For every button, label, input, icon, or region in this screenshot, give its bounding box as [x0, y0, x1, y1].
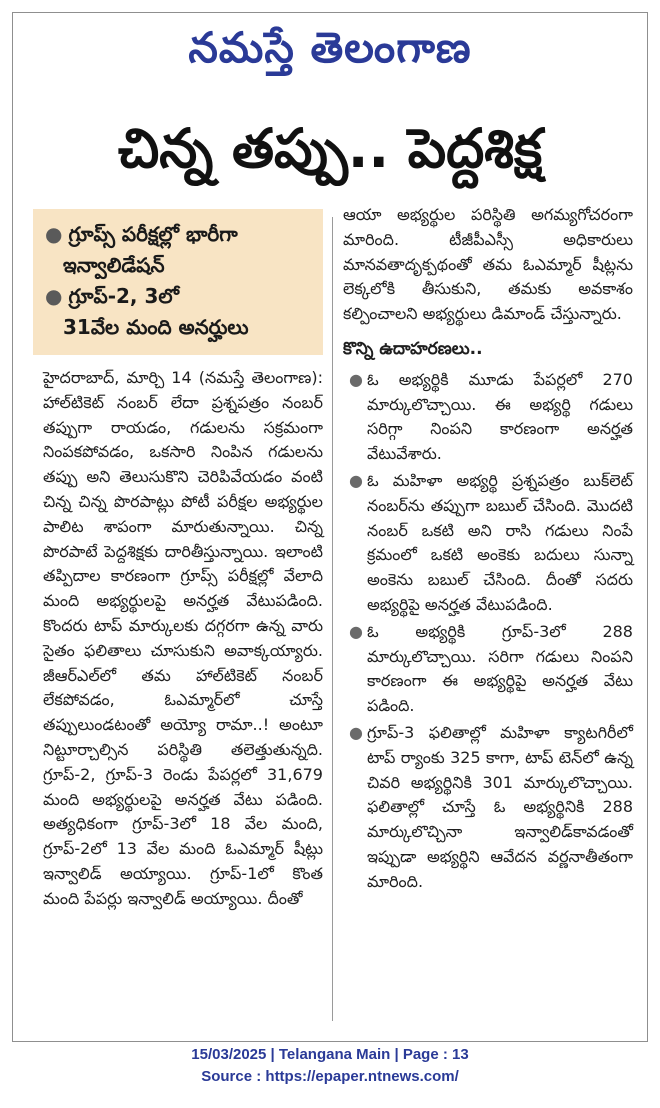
column-divider [332, 217, 333, 1021]
headline: చిన్న తప్పు.. పెద్దశిక్ష [117, 117, 543, 180]
summary-bullet-1 [45, 219, 311, 250]
example-text: ఓ అభ్యర్థికి గ్రూప్-3లో 288 మార్కులొచ్చాయి. సరిగా గడులు నింపని కారణంగా ఈ అభ్యర్థిపై అనర్హత వేటు పడింది. [367, 621, 633, 716]
bullet-icon: ● [349, 621, 363, 641]
example-item [343, 469, 633, 618]
summary-box [33, 209, 323, 355]
example-text: ఓ మహిళా అభ్యర్థి ప్రశ్నపత్రం బుక్‌లెట్ నంబర్‌ను తప్పుగా బబుల్ చేసింది. మొదటి నంబర్ ఒకటి అని రాసి గడులు నింపే క్రమంలో ఒకటి అంకెకు బదులు సున్నా అంకెను బబుల్ చేసింది. దీంతో సదరు అభ్యర్థిపై అనర్హత వేటుపడింది. [367, 470, 633, 614]
left-column [43, 366, 323, 912]
summary-bullet-2-cont: 31వేల మంది అనర్హులు [63, 315, 249, 339]
summary-bullet-1-cont: ఇన్వాలిడేషన్ [63, 253, 165, 277]
footer-source-line: Source : https://epaper.ntnews.com/ [201, 1068, 459, 1085]
bullet-icon: ● [349, 722, 363, 742]
article-body: హైదరాబాద్, మార్చి 14 (నమస్తే తెలంగాణ): హాల్‌టికెట్ నంబర్ లేదా ప్రశ్నపత్రం నంబర్ తప్పుగా రాయడం, గడులను సక్రమంగా నింపకపోవడం, ఒకసారి నింపిన గడులను తప్పు అని తెలుసుకొని చెరిపివేయడం వంటి చిన్న చిన్న పొరపాట్లు పోటీ పరీక్షల అభ్యర్థుల పాలిట శాపంగా మారుతున్నాయి. చిన్న పొరపాటే పెద్దశిక్షకు దారితీస్తున్నాయి. ఇలాంటి తప్పిదాల కారణంగా గ్రూప్స్ పరీక్షల్లో వేలాది మంది అభ్యర్థులపై అనర్హత వేటుపడింది. కొందరు టాప్ మార్కులకు దగ్గరగా ఉన్న వారు సైతం ఫలితాలు చూసుకుని అవాక్కయ్యారు. జీఆర్‌ఎల్‌లో తమ హాల్‌టికెట్ నంబర్ లేకపోవడం, ఓఎమ్మార్‌లో చూస్తే తప్పులుండటంతో అయ్యో రామా..! అంటూ నిట్టూర్చాల్సిన పరిస్థితి తలెత్తుతున్నది. గ్రూప్-2, గ్రూప్-3 రెండు పేపర్లలో 31,679 మంది అభ్యర్థులపై అనర్హత వేటు పడింది. అత్యధికంగా గ్రూప్-3లో 18 వేల మంది, గ్రూప్-2లో 13 వేల మంది ఓఎమ్మార్ షీట్లు ఇన్వాలిడ్ అయ్యాయి. గ్రూప్-1లో కొంత మంది పేపర్లు ఇన్వాలిడ్ అయ్యాయి. దీంతో [43, 368, 323, 908]
bullet-icon: ● [349, 369, 363, 389]
newspaper-clipping [12, 12, 648, 1042]
example-item [343, 620, 633, 719]
example-item [343, 721, 633, 895]
summary-bullet-2 [45, 281, 311, 312]
bullet-icon: ● [45, 284, 63, 308]
example-text: గ్రూప్-3 ఫలితాల్లో మహిళా క్యాటగిరీలో టాప్ ర్యాంకు 325 కాగా, టాప్ టెన్‌లో ఉన్న చివరి అభ్యర్థినికి 301 మార్కులొచ్చాయి. ఫలితాల్లో చూస్తే ఓ అభ్యర్థినికి 288 మార్కులొచ్చినా ఇన్వాలిడ్‌కావడంతో ఇప్పుడా అభ్యర్థిని ఆవేదన వర్ణనాతీతంగా మారింది. [367, 722, 633, 891]
masthead: నమస్తే తెలంగాణ [188, 23, 472, 72]
footer-date-line: 15/03/2025 | Telangana Main | Page : 13 [191, 1046, 469, 1063]
summary-bullet-2-text: గ్రూప్-2, 3లో [68, 284, 179, 308]
example-item [343, 368, 633, 467]
summary-bullet-1-text: గ్రూప్స్ పరీక్షల్లో భారీగా [68, 222, 238, 246]
right-column [343, 203, 633, 897]
example-text: ఓ అభ్యర్థికి మూడు పేపర్లలో 270 మార్కులొచ్చాయి. ఈ అభ్యర్థి గడులు సరిగ్గా నింపని కారణంగా అనర్హత వేటువేశారు. [367, 369, 633, 464]
right-intro: ఆయా అభ్యర్థుల పరిస్థితి అగమ్యగోచరంగా మారింది. టీజీపీఎస్సీ అధికారులు మానవతాదృక్పథంతో తమ ఓఎమ్మార్ షీట్లను లెక్కలోకి తీసుకుని, తమకు అవకాశం కల్పించాలని అభ్యర్థులు డిమాండ్ చేస్తున్నారు. [343, 205, 633, 324]
bullet-icon: ● [45, 222, 63, 246]
footer [0, 1044, 660, 1088]
examples-subhead: కొన్ని ఉదాహరణలు.. [343, 338, 483, 359]
bullet-icon: ● [349, 470, 363, 490]
